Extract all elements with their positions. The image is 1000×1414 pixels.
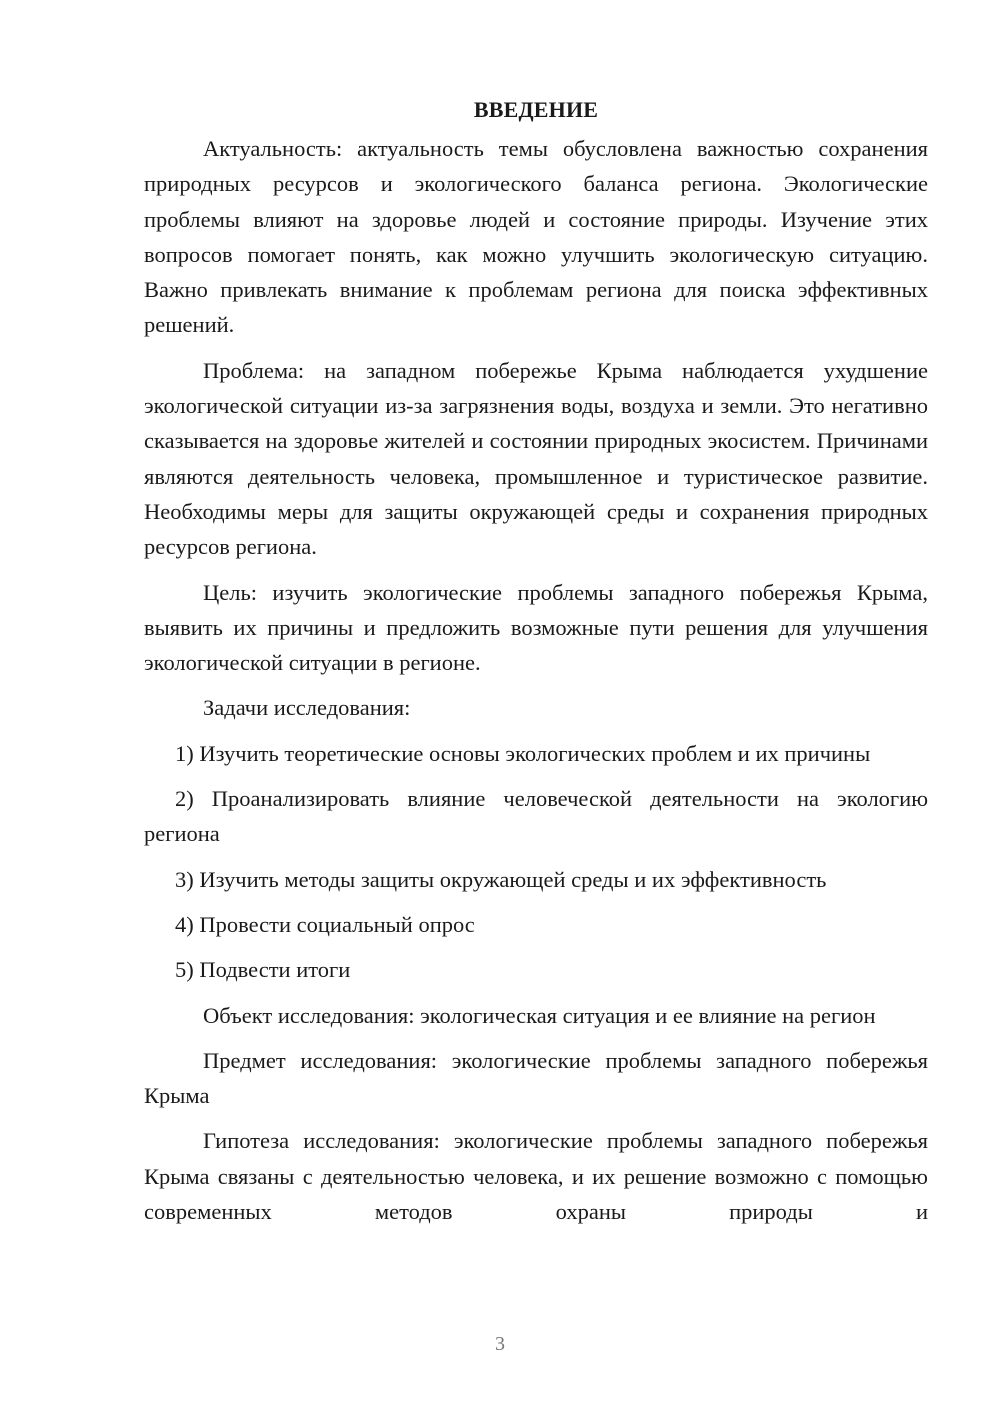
- task-item-2: 2) Проанализировать влияние человеческой деятельности на экологию региона: [144, 786, 928, 847]
- paragraph-hypothesis: Гипотеза исследования: экологические проблемы западного побережья Крыма связаны с деятельностью человека, и их решение возможно с помощью современных методов охраны природы и: [144, 1128, 928, 1225]
- page-number: 3: [495, 1333, 505, 1355]
- paragraph-subject: Предмет исследования: экологические проблемы западного побережья Крыма: [144, 1047, 928, 1109]
- paragraph-goal: Цель: изучить экологические проблемы западного побережья Крыма, выявить их причины и предложить возможные пути решения для улучшения экологической ситуации в регионе.: [144, 579, 928, 676]
- task-item-3: 3) Изучить методы защиты окружающей среды и их эффективность: [175, 866, 827, 892]
- paragraph-problem: Проблема: на западном побережье Крыма наблюдается ухудшение экологической ситуации из-за загрязнения воды, воздуха и земли. Это негативно сказывается на здоровье жителей и состоянии природных экосистем. Причинами являются деятельность человека, промышленное и туристическое развитие. Необходимы меры для защиты окружающей среды и сохранения природных ресурсов региона.: [144, 357, 928, 560]
- section-title: ВВЕДЕНИЕ: [473, 97, 599, 122]
- paragraph-object: Объект исследования: экологическая ситуация и ее влияние на регион: [203, 1002, 876, 1028]
- task-item-5: 5) Подвести итоги: [175, 957, 351, 983]
- task-item-1: 1) Изучить теоретические основы экологических проблем и их причины: [175, 740, 871, 766]
- paragraph-tasks-heading: Задачи исследования:: [203, 695, 411, 721]
- document-page: [144, 92, 928, 1239]
- task-item-4: 4) Провести социальный опрос: [175, 911, 475, 937]
- paragraph-relevance: Актуальность: актуальность темы обусловлена важностью сохранения природных ресурсов и экологического баланса региона. Экологические проблемы влияют на здоровье людей и состояние природы. Изучение этих вопросов помогает понять, как можно улучшить экологическую ситуацию. Важно привлекать внимание к проблемам региона для поиска эффективных решений.: [144, 136, 928, 338]
